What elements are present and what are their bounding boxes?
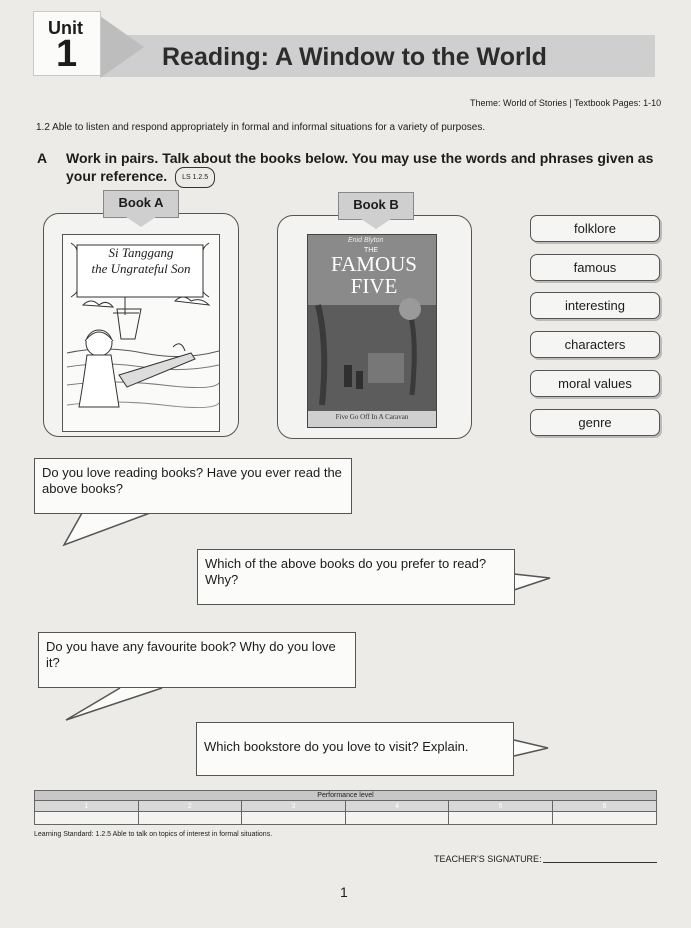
- book-a-title-line1: Si Tanggang: [108, 245, 174, 260]
- level-cell: 1: [35, 801, 139, 812]
- reference-tag: LS 1.2.5: [175, 167, 215, 188]
- question-bubble: Which of the above books do you prefer to read? Why?: [197, 549, 515, 605]
- word-pill: characters: [530, 331, 660, 358]
- book-b-title-line1: FAMOUS: [331, 252, 417, 276]
- word-pill: folklore: [530, 215, 660, 242]
- page-number: 1: [340, 884, 348, 900]
- level-checkbox[interactable]: [35, 812, 139, 825]
- word-pill: interesting: [530, 292, 660, 319]
- question-bubble: Do you love reading books? Have you ever read the above books?: [34, 458, 352, 514]
- question-bubble: Which bookstore do you love to visit? Explain.: [196, 722, 514, 776]
- book-b-label: Book B: [338, 192, 414, 220]
- book-b-author: Enid Blyton: [348, 237, 384, 244]
- section-letter: A: [37, 150, 48, 166]
- book-b-subtitle: Five Go Off In A Caravan: [335, 413, 409, 421]
- level-cell: 2: [138, 801, 242, 812]
- unit-number: 1: [56, 33, 78, 75]
- level-checkbox[interactable]: [449, 812, 553, 825]
- level-checkbox[interactable]: [138, 812, 242, 825]
- performance-level-table: [34, 790, 657, 825]
- level-cell: 5: [449, 801, 553, 812]
- page-title: Reading: A Window to the World: [162, 43, 547, 71]
- unit-word: Unit: [48, 18, 83, 38]
- level-cell: 4: [345, 801, 449, 812]
- level-checkbox[interactable]: [242, 812, 346, 825]
- question-bubble: Do you have any favourite book? Why do you love it?: [38, 632, 356, 688]
- signature-label: TEACHER'S SIGNATURE:: [434, 854, 542, 864]
- level-cell: 6: [552, 801, 656, 812]
- performance-header: Performance level: [35, 791, 657, 801]
- book-b-title-line2: FIVE: [350, 274, 398, 298]
- word-pill: moral values: [530, 370, 660, 397]
- word-pill: genre: [530, 409, 660, 436]
- book-b-cover-the: THE: [364, 247, 378, 254]
- level-checkbox[interactable]: [345, 812, 449, 825]
- learning-standard: Learning Standard: 1.2.5 Able to talk on topics of interest in formal situations.: [34, 831, 273, 838]
- signature-line[interactable]: [543, 862, 657, 863]
- book-a-title-line2: the Ungrateful Son: [91, 261, 191, 276]
- book-a-label: Book A: [103, 190, 179, 218]
- level-cell: 3: [242, 801, 346, 812]
- instruction-text: Work in pairs. Talk about the books below. You may use the words and phrases given as your reference.: [66, 150, 654, 185]
- theme-line: Theme: World of Stories | Textbook Pages: 1-10: [470, 98, 662, 108]
- word-pill: famous: [530, 254, 660, 281]
- level-checkbox[interactable]: [552, 812, 656, 825]
- content-standard: 1.2 Able to listen and respond appropriately in formal and informal situations for a variety of purposes.: [36, 122, 486, 133]
